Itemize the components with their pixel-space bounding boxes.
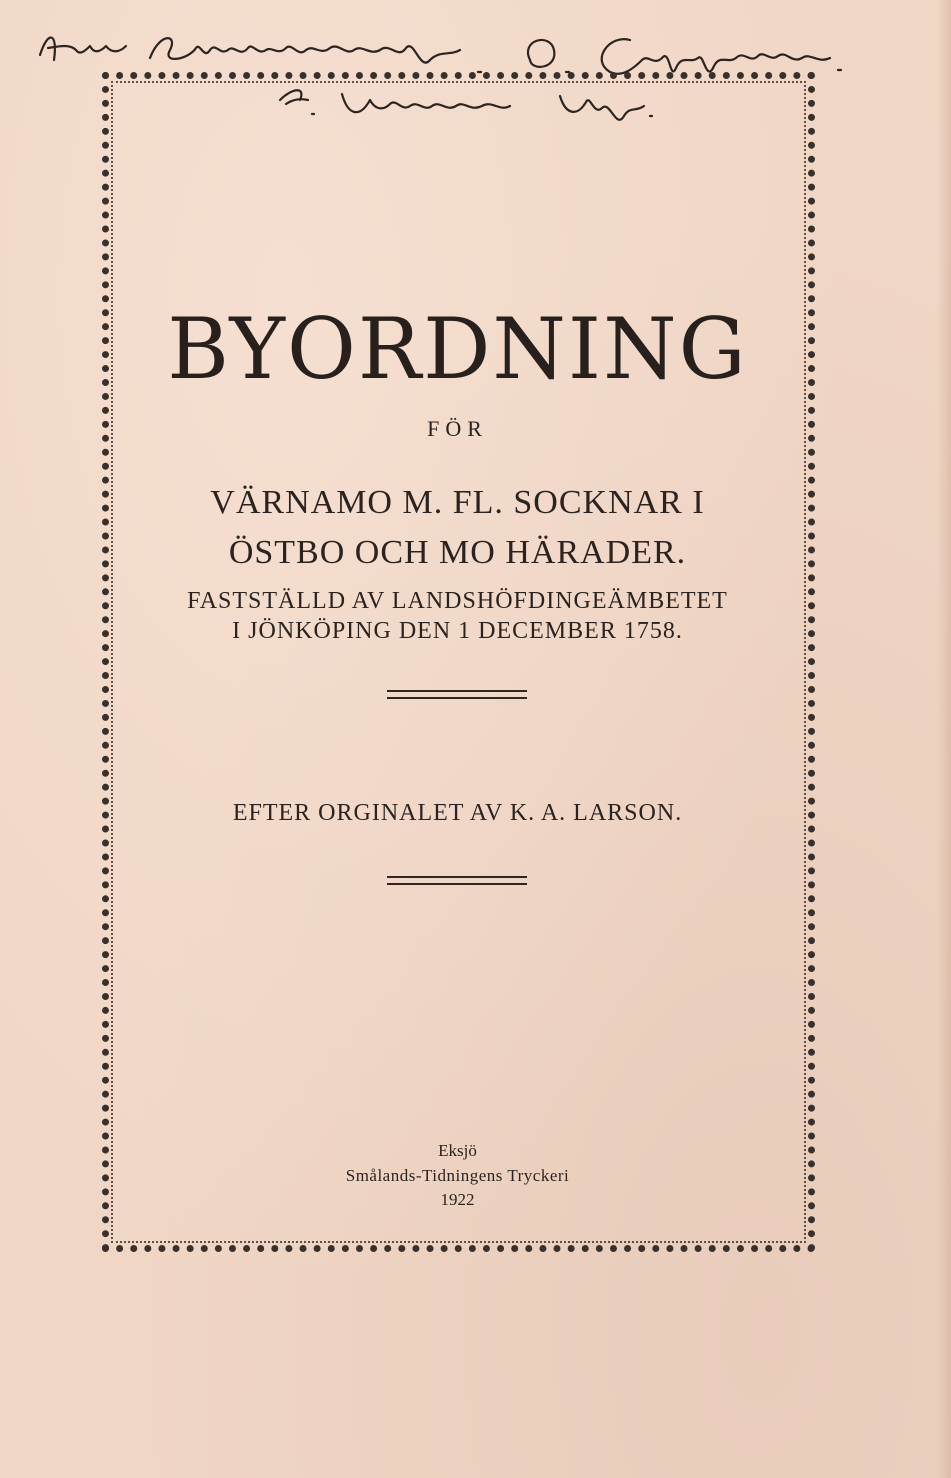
- decorative-inner-border: [111, 81, 806, 1243]
- page-edge-shadow: [937, 0, 951, 1478]
- for-word: FÖR: [427, 416, 488, 441]
- imprint-year: 1922: [440, 1190, 475, 1209]
- subtitle-line-1: VÄRNAMO M. FL. SOCKNAR I: [210, 484, 705, 521]
- imprint-printer: Smålands-Tidningens Tryckeri: [345, 1166, 570, 1185]
- double-rule-divider: [387, 876, 527, 885]
- imprint-city: Eksjö: [438, 1141, 477, 1160]
- subtitle-line-4: I JÖNKÖPING DEN 1 DECEMBER 1758.: [232, 618, 683, 644]
- subtitle-line-2: ÖSTBO OCH MO HÄRADER.: [228, 534, 687, 571]
- page-title: BYORDNING: [167, 300, 748, 398]
- editor-credit: EFTER ORGINALET AV K. A. LARSON.: [232, 800, 683, 826]
- double-rule-divider: [387, 690, 527, 699]
- subtitle-line-3: FASTSTÄLLD AV LANDSHÖFDINGEÄMBETET: [187, 588, 728, 614]
